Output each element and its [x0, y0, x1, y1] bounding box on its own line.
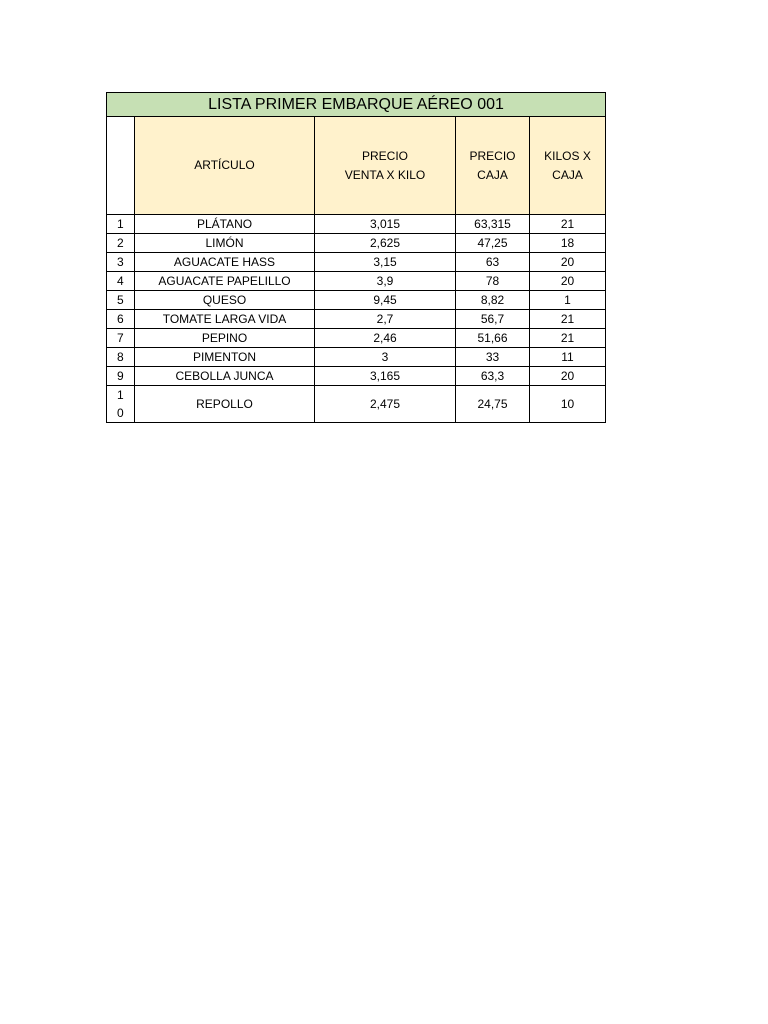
- row-precio-caja: 63: [456, 253, 530, 272]
- row-precio-caja: 63,3: [456, 367, 530, 386]
- row-index: 5: [107, 291, 135, 310]
- row-index: 1: [107, 215, 135, 234]
- row-articulo: PLÁTANO: [135, 215, 315, 234]
- row-precio-kilo: 2,7: [315, 310, 456, 329]
- row-precio-caja: 24,75: [456, 386, 530, 423]
- row-precio-kilo: 2,625: [315, 234, 456, 253]
- row-precio-caja: 47,25: [456, 234, 530, 253]
- shipment-table: [106, 92, 606, 423]
- row-index: 1 0: [107, 386, 135, 423]
- row-precio-kilo: 3,15: [315, 253, 456, 272]
- row-precio-kilo: 3,9: [315, 272, 456, 291]
- row-precio-caja: 51,66: [456, 329, 530, 348]
- table-row: [107, 348, 606, 367]
- table-row: [107, 329, 606, 348]
- row-precio-caja: 63,315: [456, 215, 530, 234]
- row-index: 9: [107, 367, 135, 386]
- row-articulo: PIMENTON: [135, 348, 315, 367]
- header-kilos-caja: KILOS X CAJA: [530, 117, 606, 215]
- row-articulo: PEPINO: [135, 329, 315, 348]
- table-row: [107, 386, 606, 423]
- row-precio-caja: 78: [456, 272, 530, 291]
- table-row: [107, 310, 606, 329]
- header-index: [107, 117, 135, 215]
- table-row: [107, 272, 606, 291]
- row-kilos: 21: [530, 329, 606, 348]
- row-articulo: TOMATE LARGA VIDA: [135, 310, 315, 329]
- row-index: 8: [107, 348, 135, 367]
- row-articulo: AGUACATE PAPELILLO: [135, 272, 315, 291]
- header-precio-venta-kilo: PRECIO VENTA X KILO: [315, 117, 456, 215]
- row-articulo: REPOLLO: [135, 386, 315, 423]
- table-row: [107, 253, 606, 272]
- table-row: [107, 215, 606, 234]
- table-row: [107, 291, 606, 310]
- row-kilos: 11: [530, 348, 606, 367]
- row-precio-kilo: 9,45: [315, 291, 456, 310]
- header-precio-caja: PRECIO CAJA: [456, 117, 530, 215]
- row-kilos: 20: [530, 367, 606, 386]
- header-articulo: ARTÍCULO: [135, 117, 315, 215]
- row-kilos: 1: [530, 291, 606, 310]
- row-kilos: 21: [530, 215, 606, 234]
- row-precio-kilo: 3: [315, 348, 456, 367]
- row-precio-caja: 8,82: [456, 291, 530, 310]
- row-kilos: 18: [530, 234, 606, 253]
- row-index: 4: [107, 272, 135, 291]
- row-precio-caja: 56,7: [456, 310, 530, 329]
- row-articulo: QUESO: [135, 291, 315, 310]
- row-articulo: AGUACATE HASS: [135, 253, 315, 272]
- row-index: 7: [107, 329, 135, 348]
- row-precio-kilo: 2,46: [315, 329, 456, 348]
- row-precio-kilo: 2,475: [315, 386, 456, 423]
- table-row: [107, 234, 606, 253]
- row-kilos: 20: [530, 253, 606, 272]
- row-articulo: LIMÓN: [135, 234, 315, 253]
- table-row: [107, 367, 606, 386]
- table-title: LISTA PRIMER EMBARQUE AÉREO 001: [107, 93, 606, 117]
- row-index: 3: [107, 253, 135, 272]
- row-index: 6: [107, 310, 135, 329]
- row-precio-kilo: 3,165: [315, 367, 456, 386]
- row-precio-caja: 33: [456, 348, 530, 367]
- row-kilos: 21: [530, 310, 606, 329]
- header-row: [107, 117, 606, 215]
- row-articulo: CEBOLLA JUNCA: [135, 367, 315, 386]
- row-kilos: 10: [530, 386, 606, 423]
- title-row: [107, 93, 606, 117]
- row-index: 2: [107, 234, 135, 253]
- row-precio-kilo: 3,015: [315, 215, 456, 234]
- row-kilos: 20: [530, 272, 606, 291]
